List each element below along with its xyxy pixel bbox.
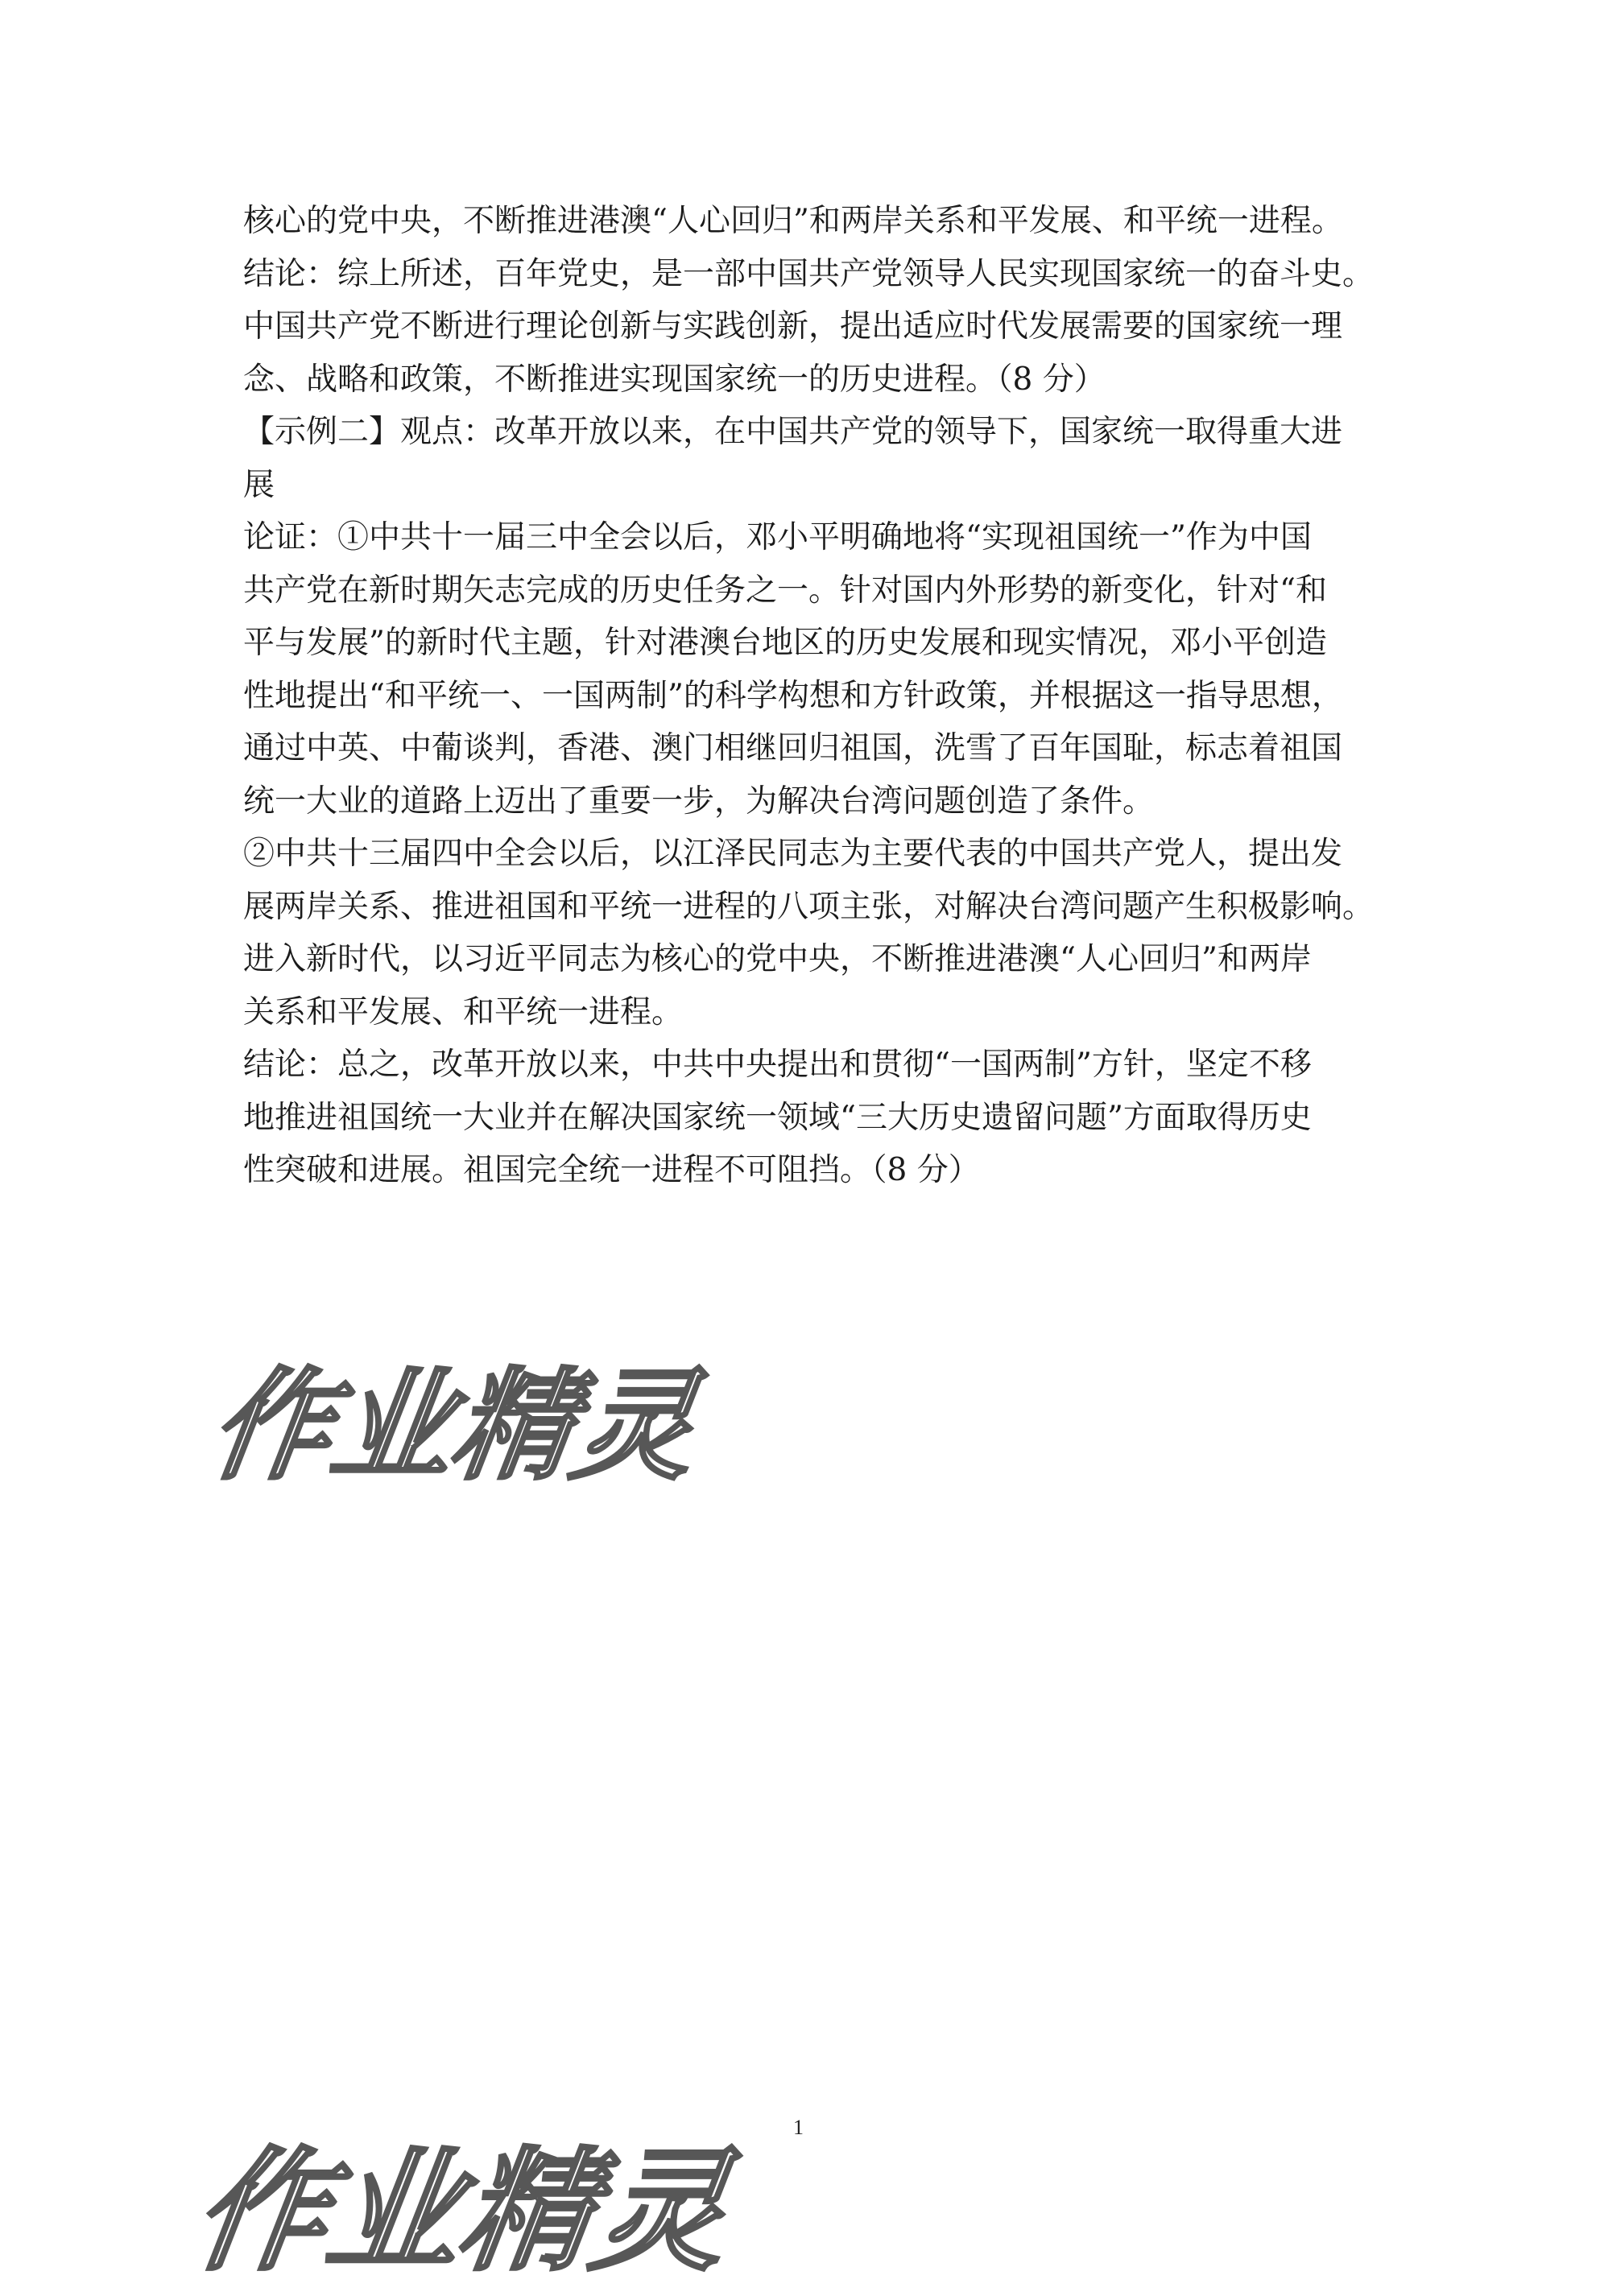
watermark-logo: 作业精灵 — [201, 1357, 705, 1497]
text-line: 性突破和进展。祖国完全统一进程不可阻挡。（8 分） — [243, 1152, 980, 1188]
text-line: 念、战略和政策，不断推进实现国家统一的历史进程。（8 分） — [243, 361, 1106, 398]
text-line: 结论：综上所述，百年党史，是一部中国共产党领导人民实现国家统一的奋斗史。 — [243, 255, 1375, 292]
page-number: 1 — [793, 2116, 804, 2139]
document-body — [243, 195, 1375, 1197]
text-line: 中国共产党不断进行理论创新与实践创新，提出适应时代发展需要的国家统一理 — [243, 308, 1343, 345]
text-line: 论证：①中共十一届三中全会以后，邓小平明确地将“实现祖国统一”作为中国 — [243, 519, 1312, 555]
text-line: 通过中英、中葡谈判，香港、澳门相继回归祖国，洗雪了百年国耻，标志着祖国 — [243, 730, 1343, 766]
text-line: 共产党在新时期矢志完成的历史任务之一。针对国内外形势的新变化，针对“和 — [243, 572, 1327, 609]
text-line: 结论：总之，改革开放以来，中共中央提出和贯彻“一国两制”方针，坚定不移 — [243, 1047, 1312, 1083]
text-line: 进入新时代，以习近平同志为核心的党中央，不断推进港澳“人心回归”和两岸 — [243, 941, 1312, 977]
watermark-logo: 作业精灵 — [184, 2134, 738, 2289]
text-line: 地推进祖国统一大业并在解决国家统一领域“三大历史遗留问题”方面取得历史 — [243, 1099, 1312, 1136]
text-line: 核心的党中央，不断推进港澳“人心回归”和两岸关系和平发展、和平统一进程。 — [243, 203, 1343, 239]
text-line: 【示例二】观点：改革开放以来，在中国共产党的领导下，国家统一取得重大进 — [243, 414, 1343, 450]
text-line: 平与发展”的新时代主题，针对港澳台地区的历史发展和现实情况，邓小平创造 — [243, 625, 1327, 661]
text-line: 展两岸关系、推进祖国和平统一进程的八项主张，对解决台湾问题产生积极影响。 — [243, 888, 1375, 925]
text-line: 统一大业的道路上迈出了重要一步，为解决台湾问题创造了条件。 — [243, 783, 1155, 820]
text-line: 关系和平发展、和平统一进程。 — [243, 993, 684, 1030]
text-line: 性地提出“和平统一、一国两制”的科学构想和方针政策，并根据这一指导思想， — [243, 677, 1343, 714]
text-line: 展 — [243, 466, 275, 503]
text-line: ②中共十三届四中全会以后，以江泽民同志为主要代表的中国共产党人，提出发 — [243, 836, 1343, 872]
